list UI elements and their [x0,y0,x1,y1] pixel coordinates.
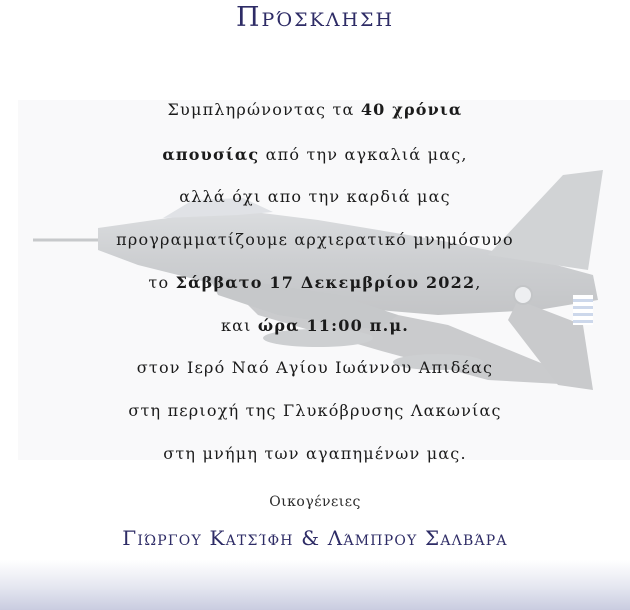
text-line-7: στον Ιερό Ναό Αγίου Ιωάννου Απιδέας [136,358,494,377]
text-line-8: στη περιοχή της Γλυκόβρυσης Λακωνίας [128,401,502,420]
text-line-3: αλλά όχι απο την καρδιά μας [179,187,451,206]
families-label: Οικογένειες [269,494,361,510]
text-line-6: και ώρα 11:00 π.μ. [220,316,410,335]
footer-gradient-band [0,560,630,610]
invitation-title: Πρόσκληση [235,2,395,33]
text-line-4: προγραμματίζουμε αρχιερατικό μνημόσυνο [116,230,514,249]
text-line-5: το Σάββατο 17 Δεκεμβρίου 2022, [148,273,482,292]
text-line-1: Συμπληρώνοντας τα 40 χρόνια [167,100,463,119]
text-line-2: απουσίας από την αγκαλιά μας, [162,145,468,164]
text-line-9: στη μνήμη των αγαπημένων μας. [163,444,467,463]
family-names: Γιώργου Κατσίφη & Λάμπρου Σαλβάρα [122,526,508,550]
